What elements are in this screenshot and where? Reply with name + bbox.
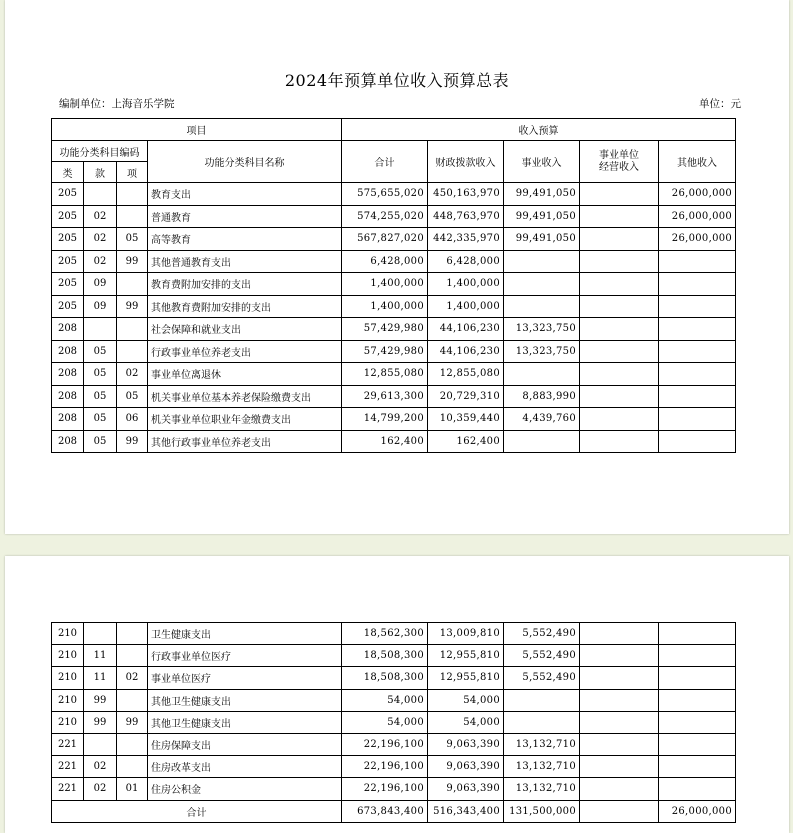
- cell-lei: 208: [52, 408, 84, 431]
- header-kuan: 款: [84, 162, 117, 183]
- cell-business: 13,132,710: [504, 733, 580, 755]
- cell-business: 5,552,490: [504, 667, 580, 689]
- cell-business: [504, 689, 580, 711]
- cell-xiang: 05: [117, 228, 148, 251]
- cell-operating: [580, 733, 659, 755]
- cell-name: 事业单位医疗: [148, 667, 342, 689]
- cell-lei: 210: [52, 711, 84, 733]
- cell-business: [504, 363, 580, 386]
- cell-total: 22,196,100: [342, 778, 428, 800]
- cell-xiang: 02: [117, 667, 148, 689]
- cell-operating: [580, 756, 659, 778]
- total-label: 合计: [52, 800, 342, 822]
- cell-other: 26,000,000: [659, 183, 736, 206]
- cell-xiang: 05: [117, 385, 148, 408]
- cell-business: 13,323,750: [504, 340, 580, 363]
- cell-total: 29,613,300: [342, 385, 428, 408]
- cell-xiang: 99: [117, 430, 148, 453]
- cell-lei: 221: [52, 756, 84, 778]
- cell-operating: [580, 363, 659, 386]
- header-lei: 类: [52, 162, 84, 183]
- cell-kuan: 05: [84, 430, 117, 453]
- cell-operating: [580, 318, 659, 341]
- unit-label: 单位：元: [699, 98, 741, 110]
- header-func-code: 功能分类科目编码: [52, 141, 148, 162]
- cell-other: 26,000,000: [659, 205, 736, 228]
- page-title: 2024年预算单位收入预算总表: [284, 71, 510, 90]
- table-row: [52, 205, 736, 228]
- cell-operating: [580, 778, 659, 800]
- cell-xiang: [117, 205, 148, 228]
- cell-other: [659, 667, 736, 689]
- cell-total: 22,196,100: [342, 756, 428, 778]
- cell-kuan: 02: [84, 250, 117, 273]
- cell-other: [659, 778, 736, 800]
- cell-xiang: 06: [117, 408, 148, 431]
- header-total: 合计: [342, 141, 428, 183]
- cell-fiscal: 54,000: [428, 689, 504, 711]
- cell-fiscal: 44,106,230: [428, 340, 504, 363]
- cell-business: 13,132,710: [504, 778, 580, 800]
- cell-total: 575,655,020: [342, 183, 428, 206]
- cell-xiang: [117, 623, 148, 645]
- cell-name: 机关事业单位职业年金缴费支出: [148, 408, 342, 431]
- cell-operating: [580, 385, 659, 408]
- cell-lei: 208: [52, 318, 84, 341]
- cell-other: [659, 295, 736, 318]
- cell-operating: [580, 711, 659, 733]
- cell-other: [659, 408, 736, 431]
- total-operating: [580, 800, 659, 822]
- cell-name: 住房保障支出: [148, 733, 342, 755]
- cell-fiscal: 162,400: [428, 430, 504, 453]
- table-row: [52, 250, 736, 273]
- cell-kuan: 05: [84, 385, 117, 408]
- cell-total: 12,855,080: [342, 363, 428, 386]
- cell-name: 其他行政事业单位养老支出: [148, 430, 342, 453]
- cell-total: 54,000: [342, 689, 428, 711]
- cell-other: [659, 385, 736, 408]
- cell-lei: 205: [52, 273, 84, 296]
- cell-kuan: 05: [84, 408, 117, 431]
- cell-business: 99,491,050: [504, 205, 580, 228]
- cell-other: [659, 689, 736, 711]
- cell-business: [504, 295, 580, 318]
- cell-operating: [580, 340, 659, 363]
- table-row: [52, 645, 736, 667]
- cell-name: 其他卫生健康支出: [148, 689, 342, 711]
- header-other: 其他收入: [659, 141, 736, 183]
- total-fiscal: 516,343,400: [428, 800, 504, 822]
- cell-kuan: 09: [84, 295, 117, 318]
- cell-operating: [580, 183, 659, 206]
- cell-xiang: [117, 756, 148, 778]
- cell-business: [504, 273, 580, 296]
- cell-other: [659, 645, 736, 667]
- header-operating-line2: 经营收入: [599, 161, 639, 173]
- cell-name: 事业单位离退休: [148, 363, 342, 386]
- cell-xiang: 99: [117, 250, 148, 273]
- cell-other: [659, 623, 736, 645]
- cell-other: [659, 340, 736, 363]
- cell-total: 162,400: [342, 430, 428, 453]
- cell-name: 行政事业单位养老支出: [148, 340, 342, 363]
- cell-name: 普通教育: [148, 205, 342, 228]
- cell-operating: [580, 645, 659, 667]
- total-other: 26,000,000: [659, 800, 736, 822]
- cell-operating: [580, 250, 659, 273]
- cell-fiscal: 9,063,390: [428, 756, 504, 778]
- header-fiscal: 财政拨款收入: [428, 141, 504, 183]
- cell-total: 6,428,000: [342, 250, 428, 273]
- table-row: [52, 430, 736, 453]
- cell-other: [659, 273, 736, 296]
- cell-other: [659, 711, 736, 733]
- cell-operating: [580, 295, 659, 318]
- cell-name: 其他普通教育支出: [148, 250, 342, 273]
- cell-business: 13,323,750: [504, 318, 580, 341]
- cell-fiscal: 1,400,000: [428, 273, 504, 296]
- cell-xiang: [117, 273, 148, 296]
- cell-fiscal: 13,009,810: [428, 623, 504, 645]
- cell-name: 行政事业单位医疗: [148, 645, 342, 667]
- table-row: [52, 183, 736, 206]
- header-operating-line1: 事业单位: [599, 149, 639, 161]
- cell-name: 教育费附加安排的支出: [148, 273, 342, 296]
- cell-fiscal: 6,428,000: [428, 250, 504, 273]
- cell-kuan: 11: [84, 667, 117, 689]
- cell-lei: 221: [52, 778, 84, 800]
- budget-table-page-1: [51, 118, 736, 453]
- cell-fiscal: 448,763,970: [428, 205, 504, 228]
- cell-business: [504, 430, 580, 453]
- cell-total: 22,196,100: [342, 733, 428, 755]
- table-row: [52, 295, 736, 318]
- cell-kuan: 02: [84, 228, 117, 251]
- cell-xiang: 99: [117, 711, 148, 733]
- cell-business: 5,552,490: [504, 645, 580, 667]
- cell-other: [659, 318, 736, 341]
- cell-business: 8,883,990: [504, 385, 580, 408]
- table-row: [52, 733, 736, 755]
- cell-kuan: 99: [84, 711, 117, 733]
- cell-kuan: 02: [84, 756, 117, 778]
- cell-name: 住房公积金: [148, 778, 342, 800]
- cell-total: 574,255,020: [342, 205, 428, 228]
- header-operating: [580, 141, 659, 183]
- cell-fiscal: 442,335,970: [428, 228, 504, 251]
- cell-name: 教育支出: [148, 183, 342, 206]
- table-row: [52, 667, 736, 689]
- table-row: [52, 689, 736, 711]
- total-total: 673,843,400: [342, 800, 428, 822]
- header-business: 事业收入: [504, 141, 580, 183]
- cell-total: 18,508,300: [342, 667, 428, 689]
- cell-lei: 208: [52, 340, 84, 363]
- cell-lei: 210: [52, 667, 84, 689]
- table-row: [52, 318, 736, 341]
- cell-lei: 205: [52, 250, 84, 273]
- cell-xiang: [117, 733, 148, 755]
- cell-operating: [580, 205, 659, 228]
- cell-lei: 208: [52, 363, 84, 386]
- total-row: [52, 800, 736, 822]
- cell-business: 13,132,710: [504, 756, 580, 778]
- cell-name: 其他卫生健康支出: [148, 711, 342, 733]
- cell-name: 住房改革支出: [148, 756, 342, 778]
- cell-operating: [580, 623, 659, 645]
- cell-kuan: 02: [84, 778, 117, 800]
- cell-business: 99,491,050: [504, 183, 580, 206]
- cell-total: 1,400,000: [342, 295, 428, 318]
- cell-total: 57,429,980: [342, 318, 428, 341]
- cell-name: 机关事业单位基本养老保险缴费支出: [148, 385, 342, 408]
- cell-total: 57,429,980: [342, 340, 428, 363]
- cell-kuan: [84, 623, 117, 645]
- cell-total: 567,827,020: [342, 228, 428, 251]
- cell-other: [659, 430, 736, 453]
- table-row: [52, 756, 736, 778]
- cell-operating: [580, 228, 659, 251]
- cell-name: 社会保障和就业支出: [148, 318, 342, 341]
- cell-kuan: 99: [84, 689, 117, 711]
- cell-other: 26,000,000: [659, 228, 736, 251]
- cell-operating: [580, 689, 659, 711]
- cell-business: 5,552,490: [504, 623, 580, 645]
- cell-kuan: 02: [84, 205, 117, 228]
- header-func-name: 功能分类科目名称: [148, 141, 342, 183]
- cell-kuan: [84, 318, 117, 341]
- cell-total: 18,562,300: [342, 623, 428, 645]
- cell-fiscal: 9,063,390: [428, 733, 504, 755]
- cell-operating: [580, 430, 659, 453]
- table-row: [52, 363, 736, 386]
- cell-fiscal: 450,163,970: [428, 183, 504, 206]
- cell-total: 54,000: [342, 711, 428, 733]
- table-row: [52, 778, 736, 800]
- cell-operating: [580, 667, 659, 689]
- cell-other: [659, 756, 736, 778]
- cell-fiscal: 9,063,390: [428, 778, 504, 800]
- cell-lei: 208: [52, 385, 84, 408]
- cell-fiscal: 12,955,810: [428, 645, 504, 667]
- cell-xiang: 99: [117, 295, 148, 318]
- table-row: [52, 385, 736, 408]
- cell-lei: 205: [52, 295, 84, 318]
- cell-kuan: [84, 183, 117, 206]
- cell-xiang: [117, 183, 148, 206]
- table-row: [52, 711, 736, 733]
- cell-total: 14,799,200: [342, 408, 428, 431]
- header-xiang: 项: [117, 162, 148, 183]
- header-income-budget: 收入预算: [342, 119, 736, 141]
- cell-other: [659, 733, 736, 755]
- cell-operating: [580, 273, 659, 296]
- cell-xiang: 01: [117, 778, 148, 800]
- table-row: [52, 273, 736, 296]
- cell-other: [659, 250, 736, 273]
- cell-name: 其他教育费附加安排的支出: [148, 295, 342, 318]
- cell-fiscal: 54,000: [428, 711, 504, 733]
- cell-xiang: [117, 645, 148, 667]
- cell-lei: 210: [52, 645, 84, 667]
- cell-kuan: 09: [84, 273, 117, 296]
- cell-xiang: [117, 318, 148, 341]
- cell-total: 18,508,300: [342, 645, 428, 667]
- cell-fiscal: 20,729,310: [428, 385, 504, 408]
- cell-lei: 205: [52, 183, 84, 206]
- cell-business: 4,439,760: [504, 408, 580, 431]
- cell-fiscal: 10,359,440: [428, 408, 504, 431]
- cell-fiscal: 1,400,000: [428, 295, 504, 318]
- budget-table-page-2: [51, 622, 736, 823]
- cell-fiscal: 12,855,080: [428, 363, 504, 386]
- table-row: [52, 623, 736, 645]
- cell-kuan: 05: [84, 340, 117, 363]
- cell-lei: 205: [52, 228, 84, 251]
- cell-kuan: 11: [84, 645, 117, 667]
- cell-business: 99,491,050: [504, 228, 580, 251]
- cell-operating: [580, 408, 659, 431]
- cell-business: [504, 250, 580, 273]
- cell-total: 1,400,000: [342, 273, 428, 296]
- table-row: [52, 228, 736, 251]
- cell-xiang: [117, 340, 148, 363]
- cell-business: [504, 711, 580, 733]
- header-project: 项目: [52, 119, 342, 141]
- cell-lei: 210: [52, 623, 84, 645]
- cell-name: 高等教育: [148, 228, 342, 251]
- org-label: 编制单位：上海音乐学院: [59, 98, 175, 110]
- cell-kuan: 05: [84, 363, 117, 386]
- cell-lei: 210: [52, 689, 84, 711]
- cell-lei: 208: [52, 430, 84, 453]
- cell-other: [659, 363, 736, 386]
- table-row: [52, 340, 736, 363]
- cell-kuan: [84, 733, 117, 755]
- total-business: 131,500,000: [504, 800, 580, 822]
- cell-lei: 221: [52, 733, 84, 755]
- table-row: [52, 408, 736, 431]
- cell-xiang: 02: [117, 363, 148, 386]
- cell-fiscal: 44,106,230: [428, 318, 504, 341]
- cell-xiang: [117, 689, 148, 711]
- cell-fiscal: 12,955,810: [428, 667, 504, 689]
- cell-lei: 205: [52, 205, 84, 228]
- cell-name: 卫生健康支出: [148, 623, 342, 645]
